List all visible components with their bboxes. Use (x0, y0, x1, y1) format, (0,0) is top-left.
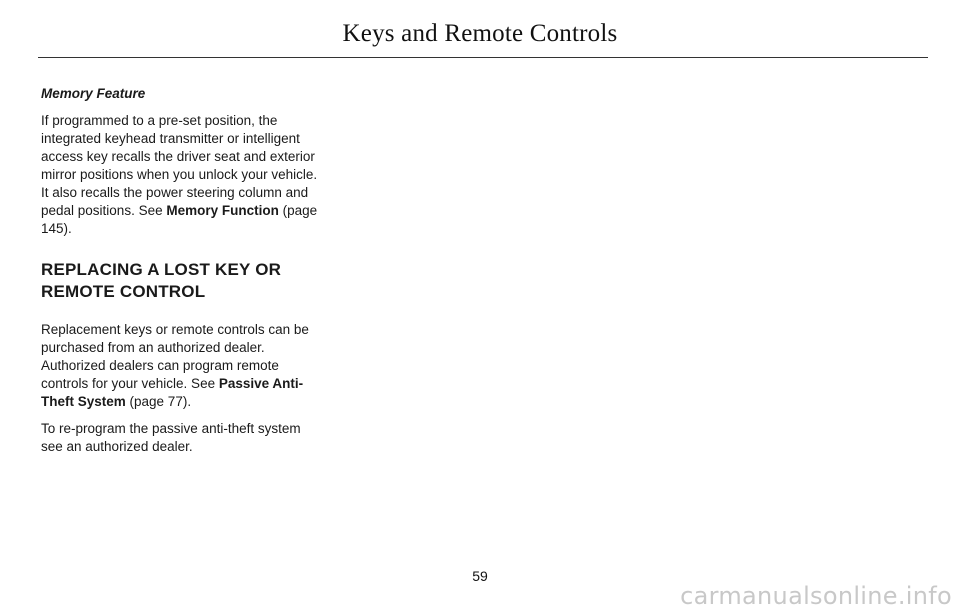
replacing-paragraph-2: To re-program the passive anti-theft system see an authorized dealer. (41, 421, 301, 454)
section-title-line2: REMOTE CONTROL (41, 282, 206, 301)
replacing-text: Replacement keys or remote controls can be purchased from an authorized dealer. Authorized dealers can program remote controls for your vehicle. See (41, 322, 309, 391)
page-title: Keys and Remote Controls (342, 20, 618, 47)
section-title-replacing-key (41, 259, 323, 303)
memory-function-link[interactable]: Memory Function (166, 203, 279, 218)
memory-feature-paragraph (41, 112, 323, 238)
content-column (41, 85, 323, 465)
watermark: carmanualsonline.info (680, 582, 952, 610)
replacing-paragraph-1 (41, 321, 323, 411)
memory-page-ref: (page 145). (41, 203, 318, 236)
memory-feature-subhead: Memory Feature (41, 86, 146, 101)
passive-anti-theft-link[interactable]: Passive Anti-Theft System (41, 376, 304, 409)
header-divider (38, 57, 928, 58)
replacing-page-ref: (page 77). (125, 394, 192, 409)
section-title-line1: REPLACING A LOST KEY OR (41, 260, 282, 279)
memory-text: If programmed to a pre-set position, the integrated keyhead transmitter or intelligent access key recalls the driver seat and exterior mirror positions when you unlock your vehicle. It also recalls the power steering column and pedal positions. See (41, 113, 318, 218)
page-number: 59 (472, 568, 488, 584)
